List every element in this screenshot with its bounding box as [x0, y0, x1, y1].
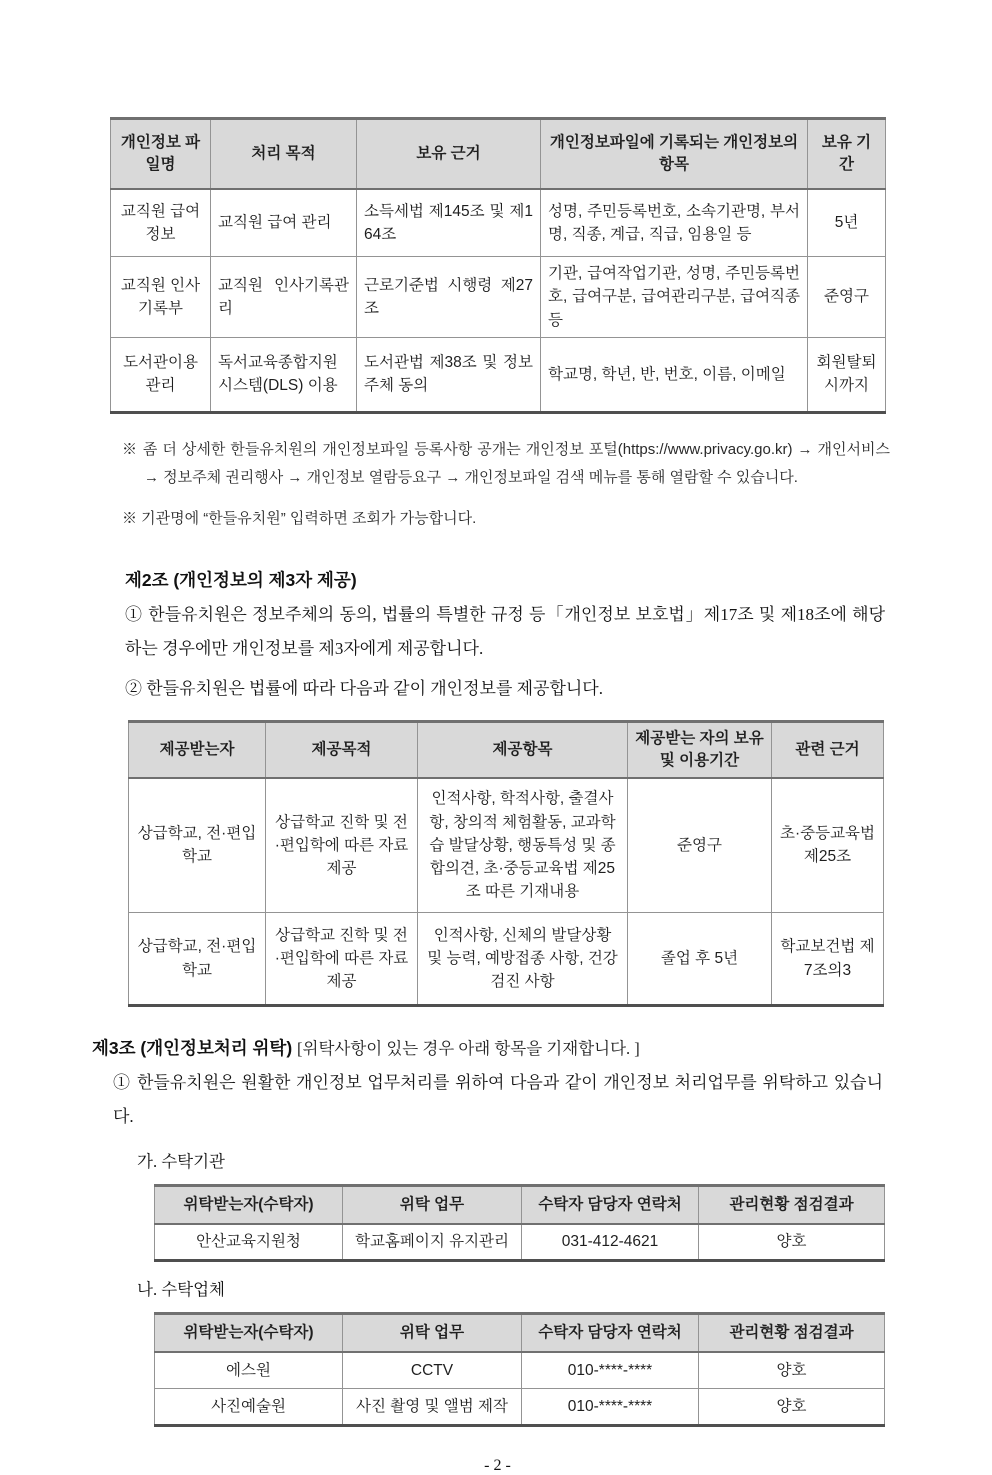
table-cell: 준영구	[808, 257, 886, 338]
table-row	[155, 1389, 885, 1426]
table-cell: 성명, 주민등록번호, 소속기관명, 부서명, 직종, 계급, 직급, 임용일 등	[541, 189, 808, 257]
table-consignee-companies	[154, 1312, 885, 1427]
table-row	[111, 257, 886, 338]
table-row	[129, 913, 884, 1006]
article-2-title: 제2조 (개인정보의 제3자 제공)	[125, 570, 357, 591]
article-2-paragraph-2: ② 한들유치원은 법률에 따라 다음과 같이 개인정보를 제공합니다.	[125, 679, 603, 699]
table-header-row	[155, 1186, 885, 1224]
header-inspection-result: 관리현황 점검결과	[699, 1314, 885, 1352]
table-cell: 준영구	[628, 778, 772, 913]
article-3-title-note: [위탁사항이 있는 경우 아래 항목을 기재합니다. ]	[297, 1039, 640, 1059]
table-cell: 도서관법 제38조 및 정보주체 동의	[357, 337, 541, 412]
table-cell: 독서교육종합지원시스템(DLS) 이용	[211, 337, 357, 412]
table-cell: 교직원 급여정보	[111, 189, 211, 257]
table-cell: 졸업 후 5년	[628, 913, 772, 1006]
header-contact: 수탁자 담당자 연락처	[522, 1314, 699, 1352]
article-3-title-line	[92, 1035, 884, 1060]
table-row	[111, 189, 886, 257]
table-cell: 학교보건법 제7조의3	[772, 913, 884, 1006]
table-cell: CCTV	[343, 1352, 522, 1389]
table-cell: 회원탈퇴 시까지	[808, 337, 886, 412]
table-row	[111, 337, 886, 412]
footnotes	[122, 436, 890, 534]
article-2-paragraph-1: ① 한들유치원은 정보주체의 동의, 법률의 특별한 규정 등「개인정보 보호법」제17조 및 제18조에 해당하는 경우에만 개인정보를 제3자에게 제공합니다.	[125, 605, 885, 659]
table-consignee-organization	[154, 1184, 885, 1262]
sub-label-consignee-company: 나. 수탁업체	[137, 1280, 225, 1300]
table-cell: 010-****-****	[522, 1389, 699, 1426]
header-inspection-result: 관리현황 점검결과	[699, 1186, 885, 1224]
table-personal-info-files	[110, 117, 886, 414]
table-cell: 초·중등교육법 제25조	[772, 778, 884, 913]
header-provision-items: 제공항목	[418, 722, 628, 778]
table-row	[155, 1224, 885, 1261]
table-cell: 양호	[699, 1352, 885, 1389]
section-article-2	[125, 567, 885, 706]
footnote-portal: ※ 좀 더 상세한 한들유치원의 개인정보파일 등록사항 공개는 개인정보 포털(https://www.privacy.go.kr) → 개인서비스 → 정보주체 권리행사 → 개인정보 열람등요구 → 개인정보파일 검색 메뉴를 통해 열람할 수 있습니다.	[122, 440, 890, 487]
table-cell: 에스원	[155, 1352, 343, 1389]
table-row	[155, 1352, 885, 1389]
header-recipient: 제공받는자	[129, 722, 266, 778]
article-3-paragraph-1: ① 한들유치원은 원활한 개인정보 업무처리를 위하여 다음과 같이 개인정보 처리업무를 위탁하고 있습니다.	[113, 1073, 883, 1127]
table-cell: 양호	[699, 1389, 885, 1426]
table-cell: 교직원 인사기록부	[111, 257, 211, 338]
table-header-row	[111, 119, 886, 189]
table-header-row	[155, 1314, 885, 1352]
table-cell: 010-****-****	[522, 1352, 699, 1389]
table-header-row	[129, 722, 884, 778]
sub-label-consignee-org: 가. 수탁기관	[137, 1152, 225, 1172]
table-cell: 학교명, 학년, 반, 번호, 이름, 이메일	[541, 337, 808, 412]
section-article-3	[92, 1035, 884, 1427]
table-cell: 교직원 급여 관리	[211, 189, 357, 257]
footnote-search: ※ 기관명에 “한들유치원” 입력하면 조회가 가능합니다.	[122, 509, 477, 527]
header-retention-period: 보유 기간	[808, 119, 886, 189]
article-3-title: 제3조 (개인정보처리 위탁)	[92, 1038, 293, 1059]
table-cell: 5년	[808, 189, 886, 257]
header-consigned-work: 위탁 업무	[343, 1186, 522, 1224]
table-cell: 상급학교, 전·편입학교	[129, 913, 266, 1006]
table-cell: 안산교육지원청	[155, 1224, 343, 1261]
header-consignee: 위탁받는자(수탁자)	[155, 1186, 343, 1224]
table-cell: 도서관이용 관리	[111, 337, 211, 412]
table-cell: 사진예술원	[155, 1389, 343, 1426]
table-cell: 상급학교 진학 및 전·편입학에 따른 자료 제공	[266, 778, 418, 913]
table-cell: 031-412-4621	[522, 1224, 699, 1261]
table-cell: 교직원 인사기록관리	[211, 257, 357, 338]
table-row	[129, 778, 884, 913]
table-cell: 인적사항, 신체의 발달상황 및 능력, 예방접종 사항, 건강검진 사항	[418, 913, 628, 1006]
header-recorded-items: 개인정보파일에 기록되는 개인정보의 항목	[541, 119, 808, 189]
table-cell: 인적사항, 학적사항, 출결사항, 창의적 체험활동, 교과학습 발달상황, 행동특성 및 종합의견, 초·중등교육법 제25조 따른 기재내용	[418, 778, 628, 913]
header-file-name: 개인정보 파일명	[111, 119, 211, 189]
page-number: - 2 -	[484, 1457, 511, 1475]
table-cell: 근로기준법 시행령 제27조	[357, 257, 541, 338]
header-consignee: 위탁받는자(수탁자)	[155, 1314, 343, 1352]
table-cell: 양호	[699, 1224, 885, 1261]
header-consigned-work: 위탁 업무	[343, 1314, 522, 1352]
table-cell: 학교홈페이지 유지관리	[343, 1224, 522, 1261]
table-third-party-provision	[128, 720, 884, 1007]
header-related-basis: 관련 근거	[772, 722, 884, 778]
header-legal-basis: 보유 근거	[357, 119, 541, 189]
table-cell: 상급학교 진학 및 전·편입학에 따른 자료 제공	[266, 913, 418, 1006]
table-cell: 상급학교, 전·편입학교	[129, 778, 266, 913]
header-provision-purpose: 제공목적	[266, 722, 418, 778]
table-cell: 소득세법 제145조 및 제164조	[357, 189, 541, 257]
header-recipient-retention: 제공받는 자의 보유 및 이용기간	[628, 722, 772, 778]
header-purpose: 처리 목적	[211, 119, 357, 189]
header-contact: 수탁자 담당자 연락처	[522, 1186, 699, 1224]
table-cell: 사진 촬영 및 앨범 제작	[343, 1389, 522, 1426]
table-cell: 기관, 급여작업기관, 성명, 주민등록번호, 급여구분, 급여관리구분, 급여직종 등	[541, 257, 808, 338]
